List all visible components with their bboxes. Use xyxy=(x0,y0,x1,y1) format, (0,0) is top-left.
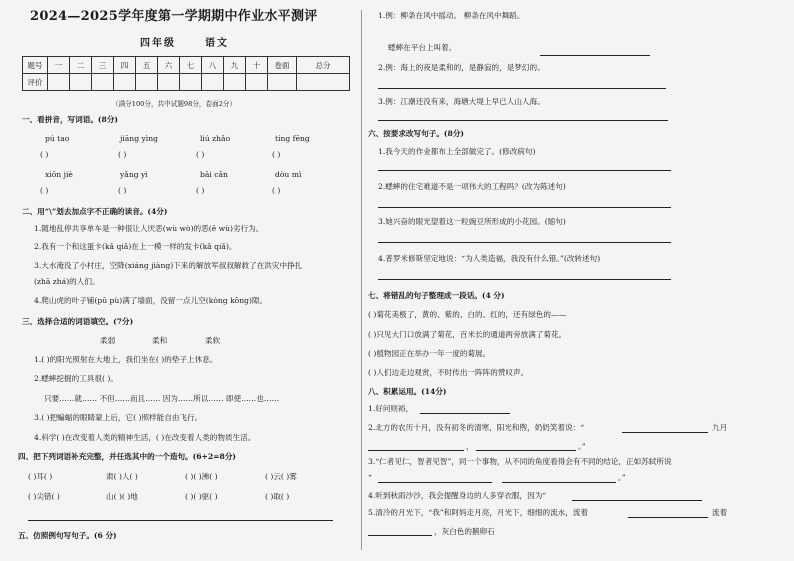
score-cell[interactable] xyxy=(180,74,202,91)
left-page xyxy=(0,0,362,561)
score-header-cell: 九 xyxy=(224,57,246,74)
word-option: 柔软 xyxy=(205,336,221,345)
question-text: 。” xyxy=(618,473,626,482)
word-options: 只要……就…… 不但……而且…… 因为……所以…… 即使……也…… xyxy=(44,394,280,403)
pinyin: tíng fēng xyxy=(275,134,310,143)
section3-title: 三、选择合适的词语填空。(7分) xyxy=(22,317,134,326)
answer-line[interactable] xyxy=(420,413,510,414)
idiom-blank[interactable]: ( )耳( ) xyxy=(28,472,53,481)
score-table xyxy=(22,56,350,91)
answer-line[interactable] xyxy=(378,242,671,243)
idiom-blank[interactable]: ( )取( ) xyxy=(265,492,290,501)
question: 2.蟋蟀挖掘的工具很( )。 xyxy=(34,374,118,383)
question: 2.我有一个和这蛋卡(kǎ qiǎ)在上一模一样的发卡(kǎ qiǎ)。 xyxy=(34,242,237,251)
answer-line[interactable] xyxy=(378,88,666,89)
answer-line[interactable] xyxy=(378,170,671,171)
example: 蟋蟀在平台上叫着。 xyxy=(388,43,457,52)
answer-paren[interactable]: ( ) xyxy=(40,186,49,195)
answer-line[interactable] xyxy=(572,500,702,501)
question: 3.“仁者见仁，智者见智”，同一个事物，从不同的角度看得会有不同的结论，正如苏轼所说 xyxy=(368,457,672,466)
score-row-label: 评价 xyxy=(23,74,48,91)
idiom-blank[interactable]: 山( )( )地 xyxy=(106,492,138,501)
idiom-blank[interactable]: ( )( )驱( ) xyxy=(185,492,218,501)
answer-paren[interactable]: ( ) xyxy=(196,186,205,195)
score-header-cell: 卷面 xyxy=(268,57,297,74)
answer-paren[interactable]: ( ) xyxy=(196,150,205,159)
section2-title: 二、用“\”划去加点字不正确的读音。(4分) xyxy=(22,207,168,216)
answer-line[interactable] xyxy=(622,432,708,433)
score-cell[interactable] xyxy=(268,74,297,91)
answer-paren[interactable]: ( ) xyxy=(272,186,281,195)
answer-line[interactable] xyxy=(628,517,708,518)
section8-title: 八、积累运用。(14分) xyxy=(368,387,447,396)
score-cell[interactable] xyxy=(114,74,136,91)
answer-paren[interactable]: ( ) xyxy=(272,150,281,159)
score-header-cell: 八 xyxy=(202,57,224,74)
answer-line[interactable] xyxy=(378,120,668,121)
score-header-cell: 三 xyxy=(92,57,114,74)
example: 3.例：江潮还没有来，海塘大堤上早已人山人海。 xyxy=(378,97,545,106)
section6-title: 六、按要求改写句子。(8分) xyxy=(368,129,464,138)
order-item[interactable]: ( )菊花美极了，黄的、紫的、白的、红的，还有绿色的—— xyxy=(368,310,567,319)
question: (zhā zhá)的人们。 xyxy=(34,277,100,286)
question-text: ， xyxy=(466,442,474,451)
grade-label: 四年级 xyxy=(140,38,176,49)
score-header-cell: 七 xyxy=(180,57,202,74)
score-note: （满分100分，共中试题98分，卷面2分） xyxy=(112,100,237,108)
paper-title: 2024—2025学年度第一学期期中作业水平测评 xyxy=(30,9,318,24)
score-header-cell: 题号 xyxy=(23,57,48,74)
question: 1.( )的阳光照射在大地上，我们坐在( )的垫子上休息。 xyxy=(34,355,218,364)
question: 2.蟋蟀的住宅难道不是一项伟大的工程吗？(改为陈述句) xyxy=(378,182,566,191)
right-page xyxy=(362,0,794,561)
idiom-blank[interactable]: ( )( )沸( ) xyxy=(185,472,218,481)
question-text: 流着 xyxy=(712,508,728,517)
word-option: 柔弱 xyxy=(100,336,116,345)
answer-line[interactable] xyxy=(540,55,650,56)
answer-line[interactable] xyxy=(476,450,576,451)
answer-line[interactable] xyxy=(502,482,616,483)
question-text: 九月 xyxy=(712,423,728,432)
pinyin: xiōn jiè xyxy=(45,170,73,179)
answer-line[interactable] xyxy=(378,482,492,483)
section1-title: 一、看拼音，写词语。(8分) xyxy=(22,115,118,124)
score-header-cell: 五 xyxy=(136,57,158,74)
sentence-line[interactable] xyxy=(28,520,333,521)
score-header-cell: 四 xyxy=(114,57,136,74)
question: 4.爬山虎的叶子铺(pū pù)满了墙面，没留一点儿空(kòng kōng)隙。 xyxy=(34,296,268,305)
question: 2.北方的农历十月，没有初冬的清寒，阳光和煦，奶奶笑着说：“ xyxy=(368,423,585,432)
answer-paren[interactable]: ( ) xyxy=(118,150,127,159)
score-cell[interactable] xyxy=(297,74,350,91)
score-header-cell: 十 xyxy=(246,57,268,74)
pinyin: jiāng yìng xyxy=(120,134,158,143)
answer-line[interactable] xyxy=(378,279,671,280)
word-option: 柔和 xyxy=(152,336,168,345)
answer-line[interactable] xyxy=(368,535,432,536)
question: 1.我今天的作业都布上全部做完了。(修改病句) xyxy=(378,147,536,156)
pinyin: liú zhǎo xyxy=(200,134,231,143)
question: 3.她兴奋的眼光望着这一粒豌豆所形成的小花园。(缩句) xyxy=(378,217,566,226)
pinyin: yǎng yì xyxy=(120,170,148,179)
question: 1.随地乱停共享单车是一种很让人厌恶(wù wò)的恶(ě wù)劣行为。 xyxy=(34,224,264,233)
subject-label: 语文 xyxy=(205,38,229,49)
answer-line[interactable] xyxy=(378,207,671,208)
pinyin: pú tao xyxy=(45,134,70,143)
question-text: 。” xyxy=(578,442,586,451)
score-cell[interactable] xyxy=(136,74,158,91)
question: 4.科学( )在改变着人类的精神生活，( )在改变着人类的物质生活。 xyxy=(34,433,256,442)
question: 5.清冷的月光下，“我”和阿妈走月亮，月光下，细细的流水，流着 xyxy=(368,508,589,517)
score-cell[interactable] xyxy=(48,74,70,91)
section5-title: 五、仿照例句写句子。(6 分) xyxy=(18,531,117,540)
score-header-cell: 总分 xyxy=(297,57,350,74)
answer-paren[interactable]: ( ) xyxy=(40,150,49,159)
order-item[interactable]: ( )植物园正在举办一年一度的菊展。 xyxy=(368,349,491,358)
score-header-cell: 一 xyxy=(48,57,70,74)
score-cell[interactable] xyxy=(70,74,92,91)
question: 1.好问则裕， xyxy=(368,404,414,413)
order-item[interactable]: ( )人们边走边观赏，不时传出一阵阵的赞叹声。 xyxy=(368,368,529,377)
question: 3.( )把蝙蝠的眼睛蒙上后，它( )照样能自由飞行。 xyxy=(34,413,203,422)
answer-paren[interactable]: ( ) xyxy=(118,186,127,195)
order-item[interactable]: ( )只见大门口放满了菊花，百米长的通道两旁放满了菊花。 xyxy=(368,330,567,339)
question: 4.普罗米修斯坚定地说：“为人类造福，我没有什么错。”(改转述句) xyxy=(378,254,601,263)
score-cell[interactable] xyxy=(158,74,180,91)
score-cell[interactable] xyxy=(202,74,224,91)
question-text: “ xyxy=(368,473,372,482)
pinyin: dòu mì xyxy=(275,170,302,179)
pinyin: bāi cān xyxy=(200,170,228,179)
idiom-blank[interactable]: 肃( )人( ) xyxy=(106,472,138,481)
score-cell[interactable] xyxy=(246,74,268,91)
example: 2.例：海上的夜是柔和的，是静寂的，是梦幻的。 xyxy=(378,63,545,72)
question: 4.听到秋雨沙沙，我会提醒身边的人多穿衣服，因为“ xyxy=(368,491,547,500)
score-cell[interactable] xyxy=(92,74,114,91)
score-cell[interactable] xyxy=(224,74,246,91)
idiom-blank[interactable]: ( )尖错( ) xyxy=(28,492,60,501)
answer-line[interactable] xyxy=(368,450,464,451)
example: 1.例：柳条在风中摇动。 柳条在风中舞蹈。 xyxy=(378,11,525,20)
idiom-blank[interactable]: ( )云( )雾 xyxy=(265,472,297,481)
question: 3.大水淹没了小村庄，空降(xiáng jiàng)下来的解放军叔叔解救了在洪灾中挣扎 xyxy=(34,261,303,270)
score-header-cell: 六 xyxy=(158,57,180,74)
section7-title: 七、将错乱的句子整理成一段话。(4 分) xyxy=(368,291,505,300)
score-header-cell: 二 xyxy=(70,57,92,74)
section4-title: 四、把下列词语补充完整，并任选其中的一个造句。(6+2=8分) xyxy=(18,452,237,461)
question-text: ，灰白色的鹅卵石 xyxy=(434,527,495,536)
